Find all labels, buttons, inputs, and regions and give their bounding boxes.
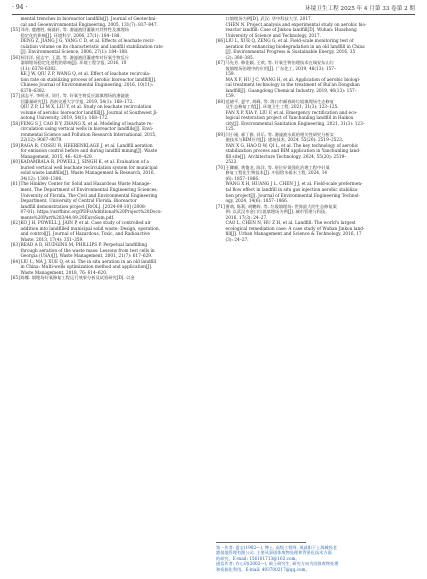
reference-text: 王卿颜, 黄俊龙, 陈洋, 等. 原位好氧强化治理工程中好氧 修复工程化生物技术[J]. 中国给水排水工程, 2024, 14 (6): 1857–1866. — [225, 165, 330, 182]
reference-text: LIU L, MA J, XUE Q, et al. The in situ aeration in an old landfill in China: Multi-wells optimization method and application[J]. Waste Management, 2018, 76: 614–620. — [20, 259, 157, 276]
reference-entry — [216, 39, 417, 61]
reference-text: DENG Z, JIANG J G, YANG C D, et al. Effects of leachate recir- culation volume on its characteristic and landfill stabilization rate [J]. Environmental Science, 2006, 27(1): 184–188. — [20, 39, 163, 56]
reference-text: FENG S J, CAO B Y, ZHANG X, et al. Modeling of leachate re- circulation using vertical wells in bioreactor landfills[J]. Envi- ronmental Science and Pollution Research International, 2015, 22(12): 9067–9079. — [20, 121, 157, 144]
reference-entry — [216, 111, 417, 133]
reference-text: CAO L, CHEN N, HU Z H, et al. Landfill: The world's largest ecological remediation case: A case study of Wuhan Jinkou land- fill[J]. Urban Management and Science & Technology, 2016, 17 (3): 24–27. — [225, 221, 365, 243]
reference-entry — [216, 182, 417, 204]
reference-number: [70] — [216, 165, 225, 171]
reference-entry — [216, 61, 417, 78]
reference-text: 曹萌, 陈莉, 胡鹏辉, 等. 垃圾填埋场: 世界最大的生态修复案 例: 以武汉市金口垃圾填埋场为例[J]. 城市管理与科技, 2016, 17(3): 24–27. — [225, 204, 337, 221]
reference-entry — [11, 122, 208, 144]
reference-text: 口填埋场为例[D]. 武汉: 华中科技大学, 2017. — [225, 17, 313, 22]
reference-number: [65] — [11, 276, 20, 282]
reference-text: YAN X G, HAO D W, QI L, et al. The key technology of aerobic stabilization process and BIM application in Yanchunling land- fill site[J]. Architecture Technology, 2024, 55(20): 2519– 2523. — [225, 143, 361, 166]
footnote-line: 的研究。E-mail: 156181713@163.com。 — [216, 555, 300, 561]
reference-text: CHEN N. Project analysis and experimental study on aerobic bio- reactor landfill: Case of Jinkou landfill[D]. Wuhan: Huazhong University of Science and Technology, 2017. — [225, 22, 367, 39]
references-right-column — [216, 17, 417, 243]
author-footnote — [216, 545, 417, 572]
reference-text: 柯洋洋, 邱志宇, 王翡, 等. 渗滤液回灌速率对好氧生物反应 器填埋场稳定化进程的影响[J]. 环境工程学报, 2016, 10 (11): 6378–6382. — [20, 55, 130, 72]
reference-entry — [11, 72, 208, 94]
reference-text: RAGA R, COSSU R, HEERENKLAGE J, et al. Landfill aeration for emission control before and during landfill mining[J]. Waste Management, 2015, 46: 420–429. — [20, 143, 158, 160]
reference-number: [59] — [11, 143, 20, 149]
reference-number: [67] — [216, 61, 225, 67]
reference-number: [60] — [11, 160, 20, 166]
reference-text: 范晓平, 夏宇, 胡峰, 等. 海口市颜春岭垃圾填埋场生态修复 及生态修复工程[J]. 环境卫生工程, 2021, 31(3): 123–125. — [225, 99, 339, 111]
reference-entry — [216, 100, 417, 111]
reference-entry — [216, 78, 417, 100]
reference-entry — [11, 182, 208, 221]
reference-number: [58] — [11, 121, 20, 127]
footnote-line: 通信作者: 许心玥(2002—), 硕士研究生, 研究方向为固体废物处理 — [216, 561, 339, 567]
footnote-rule — [216, 542, 306, 543]
page-number: · 94 · — [12, 4, 28, 11]
reference-number: [69] — [216, 132, 225, 138]
reference-entry — [11, 28, 208, 39]
reference-entry — [11, 105, 208, 122]
reference-text: KE J W, QIU Z P, WANG Q, et al. Effect of leachate recircula- tion rate on stabilizing process of aerobic bioreactor landfill[J]. Chinese Journal of Environmental Engineering, 2016, 10(11): 6378–6382. — [20, 72, 157, 94]
footnote-line: 和资源化利用。E-mail: 493700217@qq.com。 — [216, 566, 310, 572]
reference-entry — [216, 23, 417, 40]
reference-entry — [11, 276, 208, 282]
reference-number: [63] — [11, 243, 20, 249]
reference-entry — [11, 94, 208, 105]
reference-text: 邓舟, 鹿德胜, 杨浦轩, 等. 渗滤液回灌量对其特性及填埋场 稳定化的影响[J]. 环境科学, 2006, 27(1): 184–188. — [20, 28, 130, 39]
reference-number: [71] — [216, 204, 225, 210]
reference-number: [61] — [11, 182, 20, 188]
reference-text: 陈娜. 填埋场好氧修复工程运行效果分析及试验研究[D]. 以金 — [20, 276, 135, 282]
reference-entry — [11, 144, 208, 161]
reference-entry — [11, 17, 208, 28]
references-left-column — [11, 17, 208, 282]
reference-entry — [11, 243, 208, 260]
reference-entry — [216, 133, 417, 144]
reference-text: FAN X P, XIA Y, LIU F, et al. Emergency rectification and eco- logical restoration project of Yanchunling landfill in Haikou city[J]. Environmental Sanitation Engineering, 2021, 31(3): 123– 125. — [225, 110, 365, 133]
reference-text: WANG X H, HUANG J L, CHEN J J, et al. Field-scale prefermen- tal flow effect in landfill in situ gas injection aerobic stabiliza- tion project[J]. Journal of Environmental Engineering Technol- ogy, 2024, 14(6): 1857–1866. — [225, 182, 363, 205]
reference-number: [57] — [11, 94, 20, 100]
page-header — [12, 4, 415, 15]
reference-entry — [216, 166, 417, 183]
reference-text: MA X F, HU J C, WANG H, et al. Application of aerobic biologi- cal treatment technology in the treatment of Rui'an Dongshan landfill[J]. Guangdong Chemical Industry, 2019, 46(13): 157– 159. — [225, 77, 361, 100]
reference-entry — [11, 56, 208, 73]
footnote-line: 第一作者: 夏宝(1982—), 博士, 高级工程师, 现就职于上海城投老 — [216, 545, 337, 550]
journal-running-head: 环境卫生工程 2025 年 4 月第 33 卷第 2 期 — [305, 6, 415, 12]
reference-text: 邱志平, 李明亚, 刘月, 等. 好氧生物反应器填埋场的渗滤液 回灌量研究[J]. 西南交通大学学报, 2019, 54(1): 168–172. — [20, 94, 134, 105]
reference-number: [55] — [11, 28, 20, 34]
reference-entry — [11, 221, 208, 243]
reference-entry — [216, 144, 417, 166]
reference-number: [68] — [216, 99, 225, 105]
reference-entry — [216, 205, 417, 222]
reference-text: KO J H, POWELL J, JAIN P, et al. Case study of controlled air addition into landfilled municipal solid waste: Design, operation, and control[J]. Journal of Hazardous, Toxic, and Radioactive Waste, 2013, 17(4): 351–359. — [20, 221, 160, 243]
footnote-line: 港基地管理有限公司, 主要从事固体废物处理和背景化技术方面 — [216, 550, 332, 556]
reference-text: 马先芳, 韩佳颖, 王欢, 等. 好氧生物治理技术在瑞安东山垃 圾填埋场治理中的应用[J]. 广东化工, 2019, 46(13): 157– 159. — [225, 61, 337, 78]
reference-number: [64] — [11, 259, 20, 265]
reference-text: The Hinkley Center for Solid and Hazardous Waste Manage- ment, The Department of Environmental Engineering Sciences, University of Florida, The Civil and Environmental Engineering Department, University of Central Florida. Bioreactor landfill demonstration project [R/OL]. [2024-09-10] (2008- 07-01). https://usrfhinc.org/PDFs/Additional%20Project%20Docu- ments%20Part%203/44.09.20EuroSum.pdf. — [20, 182, 163, 221]
reference-text: READ A D, HUDGINS M, PHILLIPS P. Perpetual landfilling through aeration of the waste mass: Lessons from test cells in Georgia (USA)[J]. Waste Management, 2001, 21(7): 617–629. — [20, 243, 155, 260]
reference-text: QIU Z P, LI M X, LIU Y, et al. Study on leachate recirculation volume of aerobic bioreactor landfill[J]. Journal of Southwest Ji- aotong University, 2019, 54(1): 168–172. — [20, 105, 158, 122]
reference-text: 闫小刚, 郝丁雅, 祥乐, 等. 渗滤液水质的相关性研究分析实 施技术与BIM应用[J]. 建筑技术, 2024, 55(20): 2519–2523. — [225, 132, 344, 144]
reference-entry — [11, 260, 208, 277]
reference-number: [56] — [11, 55, 20, 61]
header-rule — [12, 14, 415, 15]
reference-entry — [11, 160, 208, 182]
reference-text: KADAMBALA R, POWELL J, SINGH K, et al. Evaluation of a buried vertical well leachate recirculation system for municipal solid waste landfills[J]. Waste Management & Research, 2016, 34(12): 1300–1306. — [20, 160, 158, 182]
reference-text: mental trenches in bioreactor landfills[J]. Journal of Geotechni- cal and Geoenvironmental Engineering, 2005, 131(7): 837–847. — [20, 17, 158, 28]
reference-number: [62] — [11, 221, 20, 227]
reference-text: LIU L, XUE Q, ZENG G, et al. Field-scale monitoring test of aeration for enhancing biodegradation in an old landfill in China [J]. Environmental Progress & Sustainable Energy, 2016, 35 (2): 380–385. — [225, 39, 365, 61]
reference-number: [66] — [216, 39, 225, 45]
reference-entry — [11, 39, 208, 56]
reference-entry — [216, 221, 417, 243]
